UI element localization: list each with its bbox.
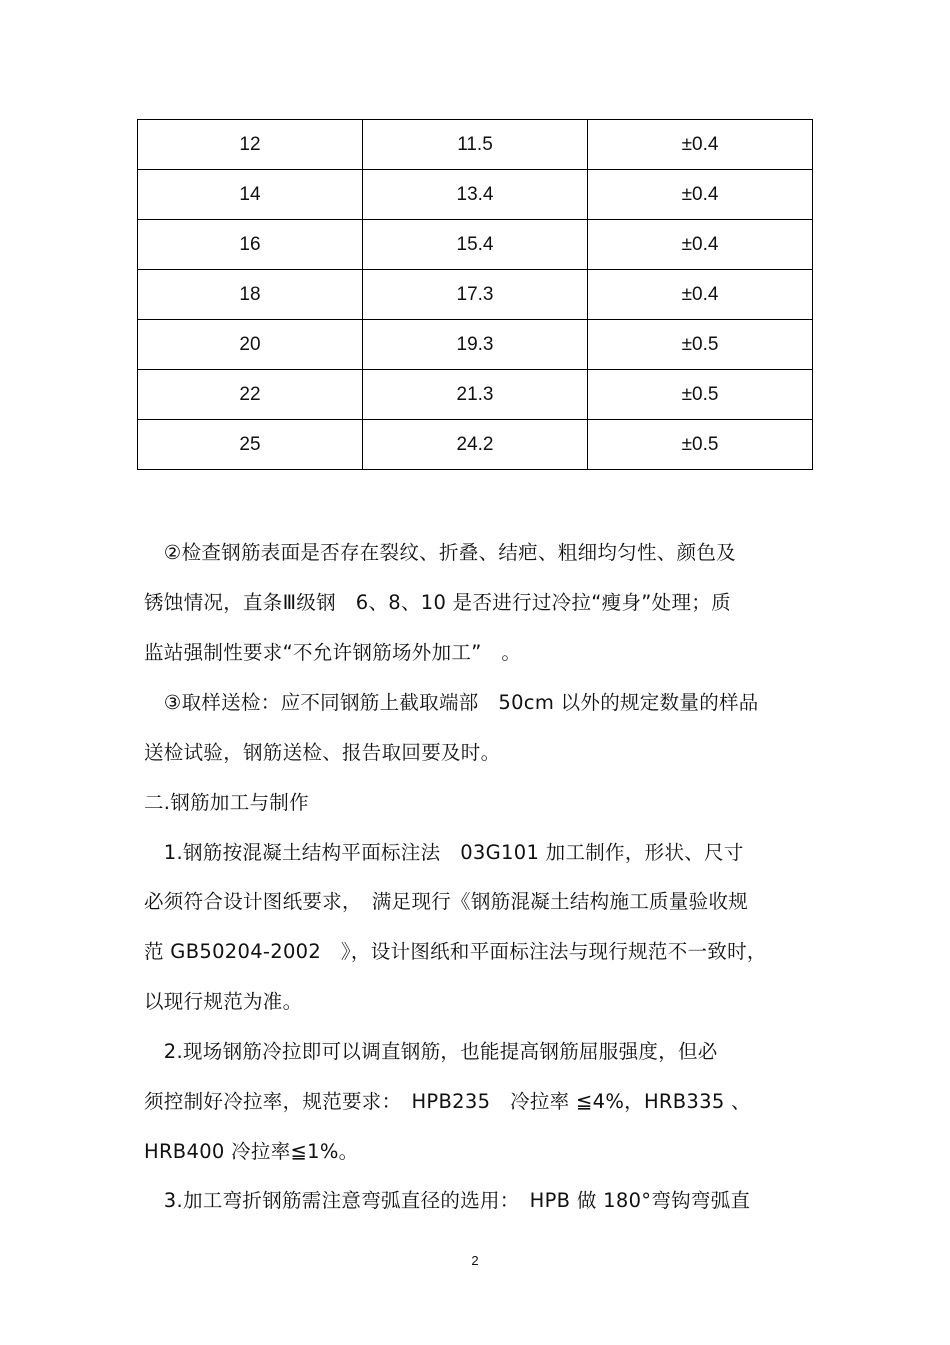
body-text-line: 2.现场钢筋冷拉即可以调直钢筋，也能提高钢筋屈服强度，但必	[144, 1040, 718, 1063]
body-text-line: 送检试验，钢筋送检、报告取回要及时。	[144, 741, 501, 764]
table-cell-value: 21.3	[363, 370, 588, 420]
table-cell-tolerance: ±0.4	[588, 120, 813, 170]
table-cell-value: 13.4	[363, 170, 588, 220]
table-cell-value: 15.4	[363, 220, 588, 270]
table-cell-diameter: 18	[138, 270, 363, 320]
table-row	[138, 370, 813, 420]
table-row	[138, 420, 813, 470]
body-text-line: 1.钢筋按混凝土结构平面标注法 03G101 加工制作，形状、尺寸	[144, 841, 744, 864]
body-text-line: 监站强制性要求“不允许钢筋场外加工” 。	[144, 641, 522, 664]
section-heading: 二.钢筋加工与制作	[144, 791, 309, 814]
body-text-line: 范 GB50204-2002 》，设计图纸和平面标注法与现行规范不一致时，	[144, 940, 767, 963]
table-cell-diameter: 16	[138, 220, 363, 270]
table-cell-tolerance: ±0.5	[588, 320, 813, 370]
body-text-line: 3.加工弯折钢筋需注意弯弧直径的选用： HPB 做 180°弯钩弯弧直	[144, 1189, 751, 1212]
table-cell-tolerance: ±0.4	[588, 170, 813, 220]
table-cell-value: 19.3	[363, 320, 588, 370]
table-cell-value: 11.5	[363, 120, 588, 170]
table-cell-tolerance: ±0.4	[588, 220, 813, 270]
table-cell-diameter: 25	[138, 420, 363, 470]
table-cell-diameter: 20	[138, 320, 363, 370]
table-cell-value: 17.3	[363, 270, 588, 320]
page-number: 2	[471, 1253, 479, 1268]
table-cell-diameter: 22	[138, 370, 363, 420]
body-text-line: HRB400 冷拉率≦1%。	[144, 1140, 359, 1163]
rebar-tolerance-table	[137, 119, 813, 470]
table-cell-diameter: 12	[138, 120, 363, 170]
table-row	[138, 120, 813, 170]
table-cell-tolerance: ±0.4	[588, 270, 813, 320]
table-row	[138, 270, 813, 320]
table-row	[138, 220, 813, 270]
body-text-line: 必须符合设计图纸要求， 满足现行《钢筋混凝土结构施工质量验收规	[144, 890, 749, 913]
body-text-line: 以现行规范为准。	[144, 990, 303, 1013]
table-cell-tolerance: ±0.5	[588, 420, 813, 470]
table-row	[138, 320, 813, 370]
table-cell-tolerance: ±0.5	[588, 370, 813, 420]
body-text-line: ②检查钢筋表面是否存在裂纹、折叠、结疤、粗细均匀性、颜色及	[144, 541, 736, 564]
table-cell-value: 24.2	[363, 420, 588, 470]
table-cell-diameter: 14	[138, 170, 363, 220]
body-text-line: 须控制好冷拉率，规范要求： HPB235 冷拉率 ≦4%，HRB335 、	[144, 1090, 751, 1113]
body-text-line: 锈蚀情况，直条Ⅲ级钢 6、8、10 是否进行过冷拉“瘦身”处理；质	[144, 591, 731, 614]
body-text-line: ③取样送检：应不同钢筋上截取端部 50cm 以外的规定数量的样品	[144, 691, 759, 714]
table-row	[138, 170, 813, 220]
